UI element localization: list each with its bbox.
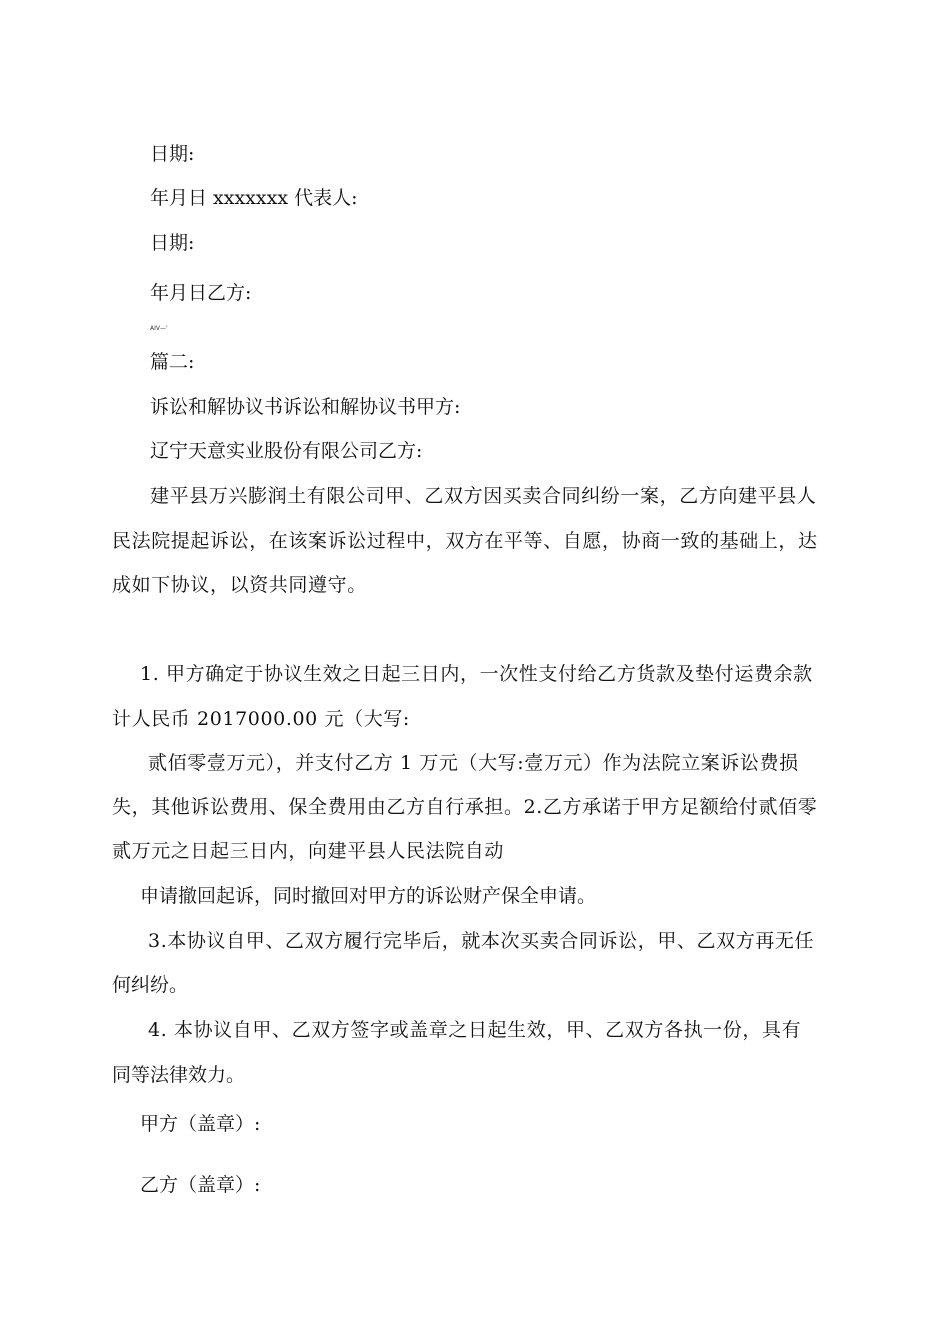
party-a-name-line: 辽宁天意实业股份有限公司乙方: xyxy=(150,440,423,462)
paragraph-line: 失，其他诉讼费用、保全费用由乙方自行承担。2.乙方承诺于甲方足额给付贰佰零 xyxy=(112,796,818,818)
paragraph-line: 计人民币 2017000.00 元（大写: xyxy=(112,708,410,730)
intro-paragraph xyxy=(150,487,816,526)
clause-4 xyxy=(148,1021,801,1060)
paragraph-line: 3.本协议自甲、乙双方履行完毕后，就本次买卖合同诉讼，甲、乙双方再无任 xyxy=(148,930,815,952)
clause-2-continued: 申请撤回起诉，同时撤回对甲方的诉讼财产保全申请。 xyxy=(140,885,597,907)
section-heading: 篇二: xyxy=(150,351,195,373)
clause-1-continued xyxy=(148,754,799,793)
clause-1-amount xyxy=(112,710,410,749)
paragraph-line: 1. 甲方确定于协议生效之日起三日内，一次性支付给乙方货款及垫付运费余款 xyxy=(140,663,813,685)
date-label: 日期: xyxy=(150,143,195,165)
paragraph-line: 成如下协议，以资共同遵守。 xyxy=(112,574,367,596)
clause-3-end: 何纠纷。 xyxy=(112,974,189,996)
paragraph-line: 建平县万兴膨润土有限公司甲、乙双方因买卖合同纠纷一案，乙方向建平县人 xyxy=(150,485,817,507)
party-b-line: 年月日乙方: xyxy=(150,282,252,304)
clause-1 xyxy=(140,665,813,704)
clause-3 xyxy=(148,932,814,971)
party-a-seal-line: 甲方（盖章）: xyxy=(140,1113,261,1135)
party-b-seal-line: 乙方（盖章）: xyxy=(140,1174,261,1196)
party-a-representative-line: 年月日 xxxxxxx 代表人: xyxy=(150,187,358,209)
paragraph-line: 贰佰零壹万元），并支付乙方 1 万元（大写:壹万元）作为法院立案诉讼费损 xyxy=(148,752,799,774)
intro-paragraph-end xyxy=(112,576,367,615)
paragraph-line: 贰万元之日起三日内，向建平县人民法院自动 xyxy=(112,840,505,862)
intro-paragraph-cont xyxy=(112,532,818,571)
date-label: 日期: xyxy=(150,232,195,254)
clause-4-end: 同等法律效力。 xyxy=(112,1064,246,1086)
agreement-title: 诉讼和解协议书诉讼和解协议书甲方: xyxy=(150,396,461,418)
paragraph-line: 4. 本协议自甲、乙双方签字或盖章之日起生效，甲、乙双方各执一份，具有 xyxy=(148,1019,802,1041)
small-mark: AIV—' xyxy=(150,325,168,332)
clause-1-continued-body xyxy=(112,798,817,881)
paragraph-line: 民法院提起诉讼，在该案诉讼过程中，双方在平等、自愿，协商一致的基础上，达 xyxy=(112,530,818,552)
